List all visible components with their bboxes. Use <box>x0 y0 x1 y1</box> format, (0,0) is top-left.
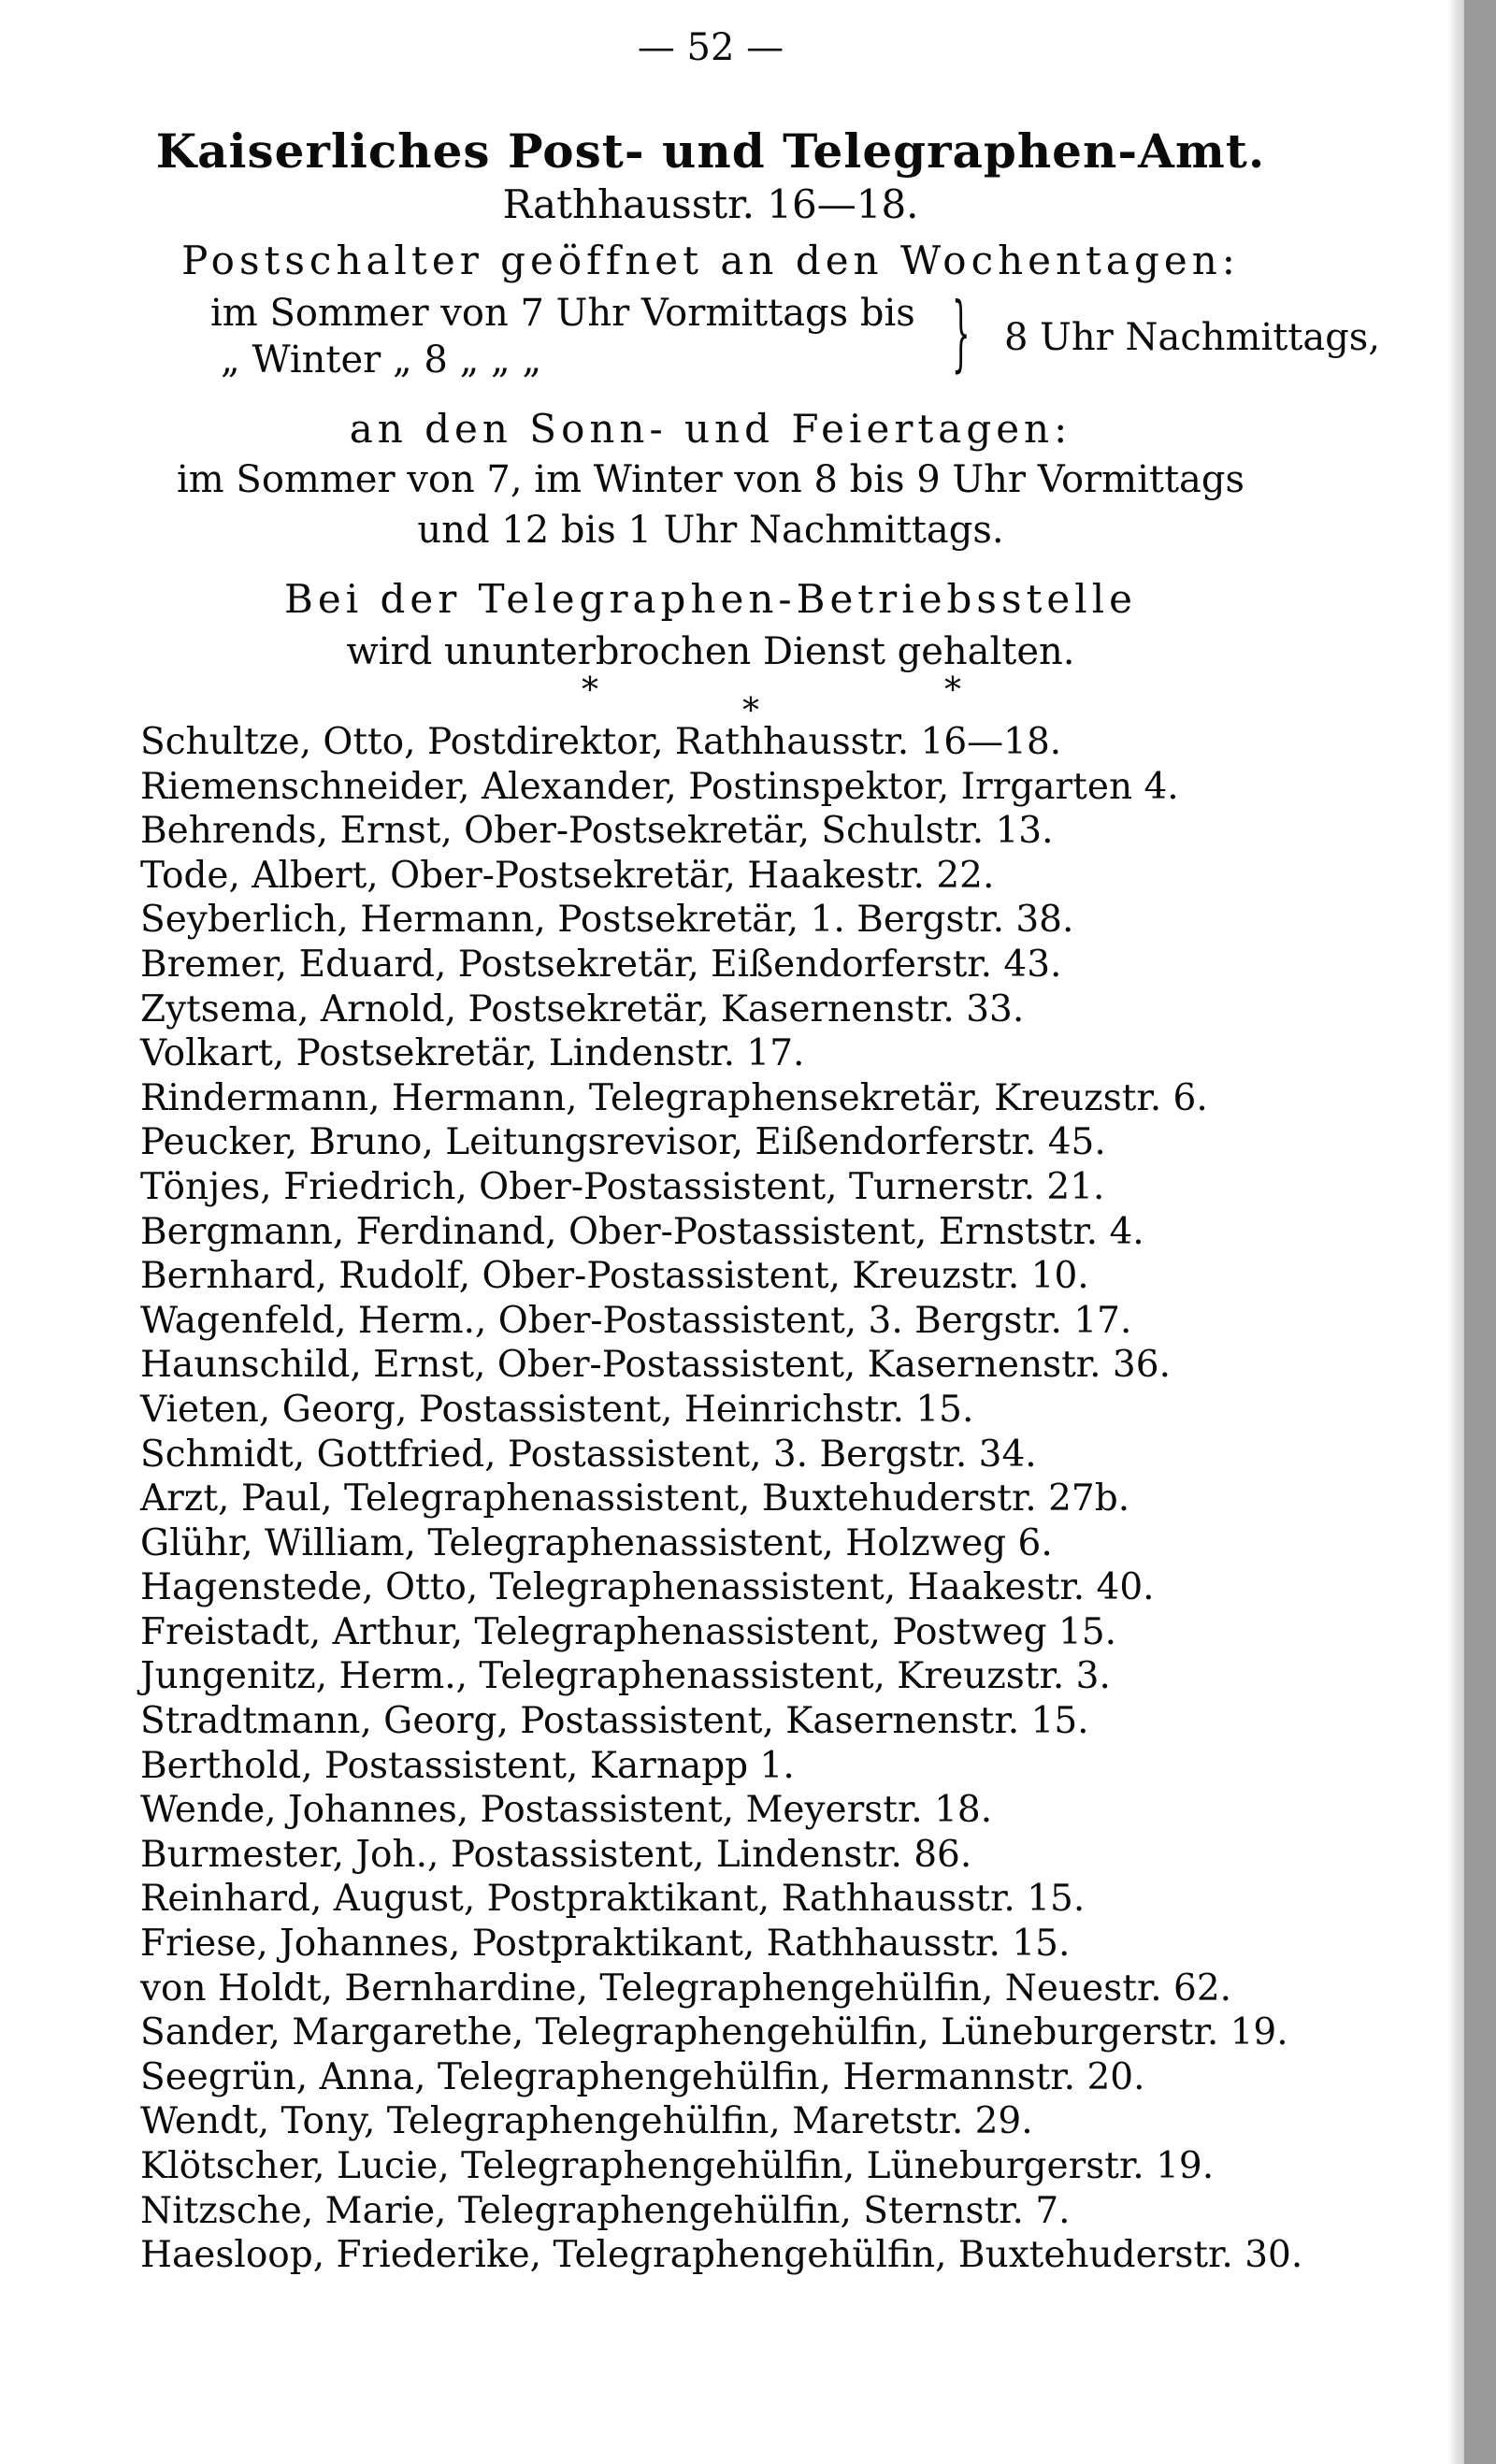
staff-entry: Tönjes, Friedrich, Ober-Postassistent, Turnerstr. 21. <box>140 1165 1105 1208</box>
staff-entry: Reinhard, August, Postpraktikant, Rathhausstr. 15. <box>140 1878 1086 1921</box>
staff-entry: Hagenstede, Otto, Telegraphenassistent, Haakestr. 40. <box>140 1566 1155 1609</box>
telegraph-notice: Bei der Telegraphen-Betriebsstelle <box>283 576 1137 622</box>
staff-entry: Stradtmann, Georg, Postassistent, Kasernenstr. 15. <box>140 1700 1089 1743</box>
staff-entry: Seyberlich, Hermann, Postsekretär, 1. Bergstr. 38. <box>140 899 1074 942</box>
staff-entry: Nitzsche, Marie, Telegraphengehülfin, Sternstr. 7. <box>140 2189 1071 2232</box>
weekday-hours-header: Postschalter geöffnet an den Wochentagen: <box>181 238 1240 283</box>
office-title: Kaiserliches Post- und Telegraphen-Amt. <box>155 123 1266 179</box>
staff-entry: Haunschild, Ernst, Ober-Postassistent, Kasernenstr. 36. <box>140 1344 1171 1387</box>
asterisk-icon: * <box>742 692 759 730</box>
page-number: — 52 — <box>637 26 784 69</box>
staff-entry: Peucker, Bruno, Leitungsrevisor, Eißendorferstr. 45. <box>140 1121 1106 1164</box>
staff-entry: Wende, Johannes, Postassistent, Meyerstr. 18. <box>140 1789 993 1832</box>
staff-entry: Wendt, Tony, Telegraphengehülfin, Maretstr. 29. <box>140 2100 1033 2143</box>
sunday-hours-header: an den Sonn- und Feiertagen: <box>349 406 1072 452</box>
telegraph-notice: wird ununterbrochen Dienst gehalten. <box>346 630 1075 673</box>
asterisk-icon: * <box>944 671 961 710</box>
staff-entry: Behrends, Ernst, Ober-Postsekretär, Schulstr. 13. <box>140 810 1054 853</box>
staff-entry: Arzt, Paul, Telegraphenassistent, Buxtehuderstr. 27b. <box>140 1477 1130 1520</box>
staff-entry: Bergmann, Ferdinand, Ober-Postassistent, Ernststr. 4. <box>140 1210 1144 1253</box>
staff-entry: Schultze, Otto, Postdirektor, Rathhausstr. 16—18. <box>140 721 1062 763</box>
staff-entry: Seegrün, Anna, Telegraphengehülfin, Hermannstr. 20. <box>140 2055 1145 2098</box>
staff-entry: Riemenschneider, Alexander, Postinspektor, Irrgarten 4. <box>140 765 1179 808</box>
staff-entry: Zytsema, Arnold, Postsekretär, Kasernenstr. 33. <box>140 987 1025 1030</box>
closing-time: 8 Uhr Nachmittags, <box>1004 316 1381 359</box>
staff-entry: von Holdt, Bernhardine, Telegraphengehülfin, Neuestr. 62. <box>140 1967 1232 2010</box>
brace-icon: } <box>952 284 971 381</box>
staff-entry: Jungenitz, Herm., Telegraphenassistent, Kreuzstr. 3. <box>140 1655 1111 1698</box>
staff-entry: Berthold, Postassistent, Karnapp 1. <box>140 1744 795 1787</box>
staff-entry: Rindermann, Hermann, Telegraphensekretär, Kreuzstr. 6. <box>140 1076 1208 1119</box>
staff-entry: Schmidt, Gottfried, Postassistent, 3. Bergstr. 34. <box>140 1433 1037 1476</box>
staff-entry: Bremer, Eduard, Postsekretär, Eißendorferstr. 43. <box>140 943 1062 986</box>
sunday-hours-line: im Sommer von 7, im Winter von 8 bis 9 Uhr Vormittags <box>176 458 1244 501</box>
staff-list <box>140 720 1302 2278</box>
staff-entry: Sander, Margarethe, Telegraphengehülfin, Lüneburgerstr. 19. <box>140 2011 1288 2054</box>
sunday-hours-line: und 12 bis 1 Uhr Nachmittags. <box>417 509 1004 552</box>
staff-entry: Glühr, William, Telegraphenassistent, Holzweg 6. <box>140 1521 1053 1564</box>
staff-entry: Vieten, Georg, Postassistent, Heinrichstr. 15. <box>140 1388 974 1431</box>
staff-entry: Bernhard, Rudolf, Ober-Postassistent, Kreuzstr. 10. <box>140 1255 1089 1298</box>
winter-hours-row: „ Winter „ 8 „ „ „ <box>221 339 542 382</box>
staff-entry: Haesloop, Friederike, Telegraphengehülfin, Buxtehuderstr. 30. <box>140 2234 1303 2277</box>
asterisk-icon: * <box>582 671 598 710</box>
staff-entry: Friese, Johannes, Postpraktikant, Rathhausstr. 15. <box>140 1923 1071 1966</box>
staff-entry: Tode, Albert, Ober-Postsekretär, Haakestr. 22. <box>140 854 995 897</box>
staff-entry: Burmester, Joh., Postassistent, Lindenstr. 86. <box>140 1833 972 1876</box>
office-address: Rathhausstr. 16—18. <box>502 181 919 227</box>
summer-hours-row: im Sommer von 7 Uhr Vormittags bis <box>210 292 915 335</box>
staff-entry: Klötscher, Lucie, Telegraphengehülfin, Lüneburgerstr. 19. <box>140 2145 1215 2187</box>
page-shadow <box>1447 0 1464 2464</box>
asterism <box>0 670 1421 730</box>
staff-entry: Volkart, Postsekretär, Lindenstr. 17. <box>140 1032 805 1075</box>
staff-entry: Wagenfeld, Herm., Ober-Postassistent, 3. Bergstr. 17. <box>140 1299 1132 1342</box>
staff-entry: Freistadt, Arthur, Telegraphenassistent, Postweg 15. <box>140 1610 1117 1653</box>
